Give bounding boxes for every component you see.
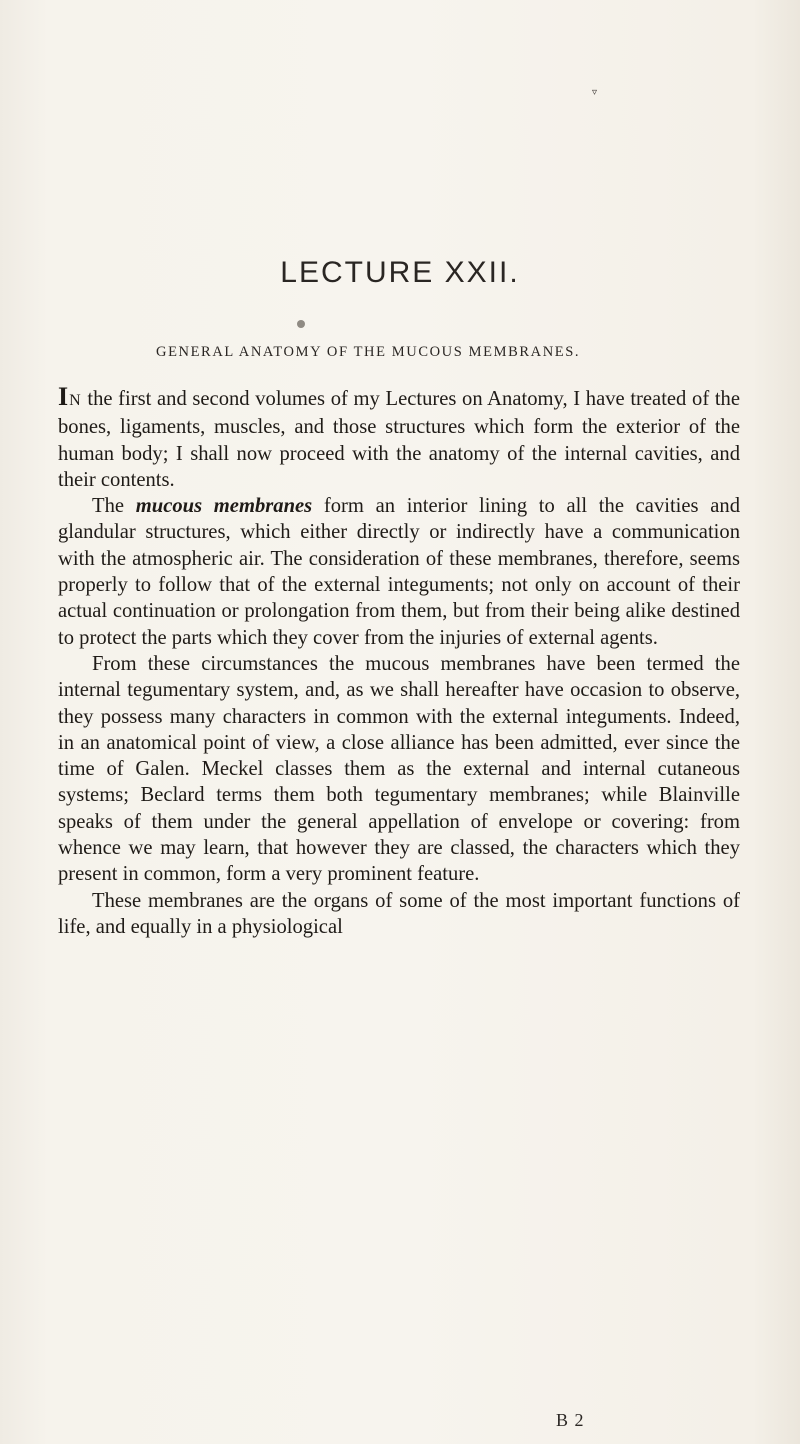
body-text <box>58 384 740 940</box>
paragraph-1-text: the first and second volumes of my Lectures on Anatomy, I have treated of the bones, ligaments, muscles, and those structures which form the exterior of the human body; I shall now proceed with the anatomy of the internal cavities, and their contents. <box>58 388 740 491</box>
paragraph-2-text: form an interior lining to all the cavities and glandular structures, which either directly or indirectly have a communication with the atmospheric air. The consideration of these membranes, therefore, seems properly to follow that of the external integuments; not only on account of their actual continuation or prolongation from them, but from their being alike destined to protect the parts which they cover from the injuries of external agents. <box>58 495 740 649</box>
paragraph-2 <box>58 493 740 651</box>
paragraph-1 <box>58 384 740 493</box>
top-corner-mark: ▿ <box>592 87 598 98</box>
ornament-dot <box>297 320 305 328</box>
paragraph-2-lead: The <box>92 495 136 518</box>
signature-mark: B 2 <box>556 1410 585 1430</box>
paragraph-3: From these circumstances the mucous membranes have been termed the internal tegumentary system, and, as we shall hereafter have occasion to observe, they possess many characters in common with the external integuments. Indeed, in an anatomical point of view, a close alliance has been admitted, ever since the time of Galen. Meckel classes them as the external and internal cutaneous systems; Beclard terms them both tegumentary membranes; while Blainville speaks of them under the general appellation of envelope or covering: from whence we may learn, that however they are classed, the characters which they present in common, form a very prominent feature. <box>58 652 740 886</box>
lecture-title: LECTURE XXII. <box>280 256 520 289</box>
drop-cap: I <box>58 382 70 411</box>
small-cap: N <box>69 392 82 409</box>
paragraph-2-emphasis: mucous membranes <box>135 495 313 518</box>
paragraph-4: These membranes are the organs of some of the most important functions of life, and equally in a physiological <box>58 889 740 938</box>
section-title: GENERAL ANATOMY OF THE MUCOUS MEMBRANES. <box>156 344 581 360</box>
